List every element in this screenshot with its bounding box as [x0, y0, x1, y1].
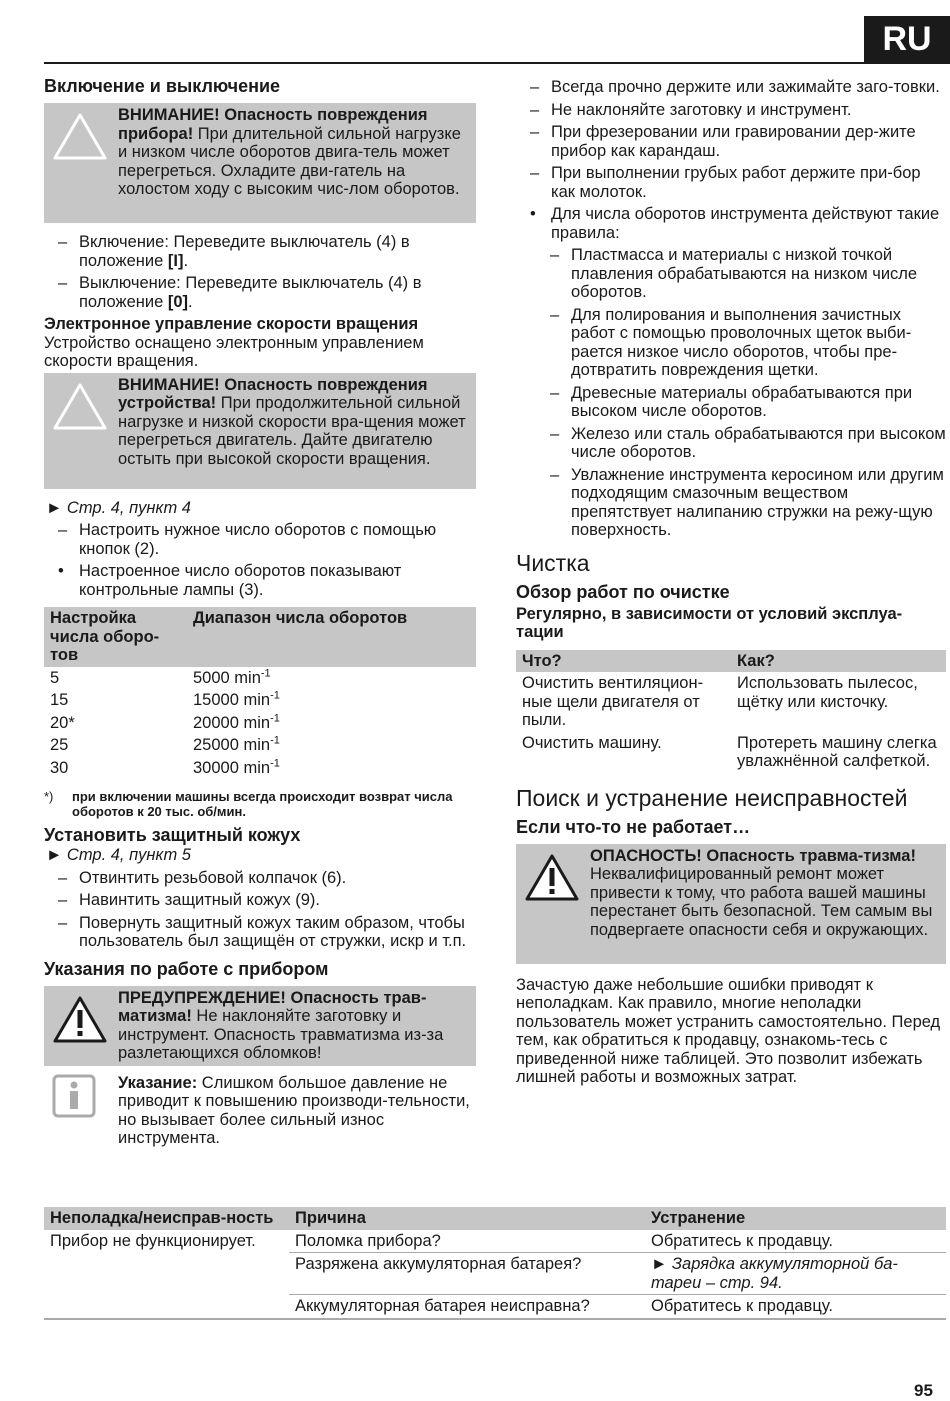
table-row: Прибор не функционирует. Поломка прибора? Обратитесь к продавцу. [44, 1230, 946, 1253]
list-item: – Включение: Переведите выключатель (4) в положение [I]. [58, 233, 410, 270]
table-row: Очистить вентиляцион-ные щели двигателя от пыли. Использовать пылесос, щётку или кисточку. [522, 674, 918, 729]
list-item: – При выполнении грубых работ держите при-бор как молоток. [530, 164, 921, 201]
sub-list-item: – Пластмасса и материалы с низкой точкой плавления обрабатываются на низком числе оборотов. [550, 246, 918, 301]
warning-outline-icon [52, 381, 108, 431]
sub-list-item: – Для полирования и выполнения зачистных работ с помощью проволочных щеток выби-рается низкое число оборотов, чтобы пре-дотвратить повреждения щетки. [550, 305, 912, 379]
list-item: – Повернуть защитный кожух таким образом, чтобы пользователь был защищён от стружки, искр и т.п. [58, 913, 467, 950]
warning-heading: ВНИМАНИЕ! Опасность повреждения устройства! [118, 375, 428, 412]
section-title-usage: Указания по работе с прибором [44, 958, 329, 979]
note-box [44, 1074, 476, 1148]
list-item: – Не наклоняйте заготовку и инструмент. [530, 100, 852, 119]
table-row: Аккумуляторная батарея неисправна? Обратитесь к продавцу. [295, 1297, 833, 1315]
warning-heading: ВНИМАНИЕ! Опасность повреждения прибора! [118, 106, 428, 143]
list-item: • Настроенное число оборотов показывают контрольные лампы (3). [58, 562, 402, 599]
subsection-title: Регулярно, в зависимости от условий эксплуа-тации [516, 604, 903, 641]
subsection-title: Если что-то не работает… [516, 816, 751, 837]
list-item: – Всегда прочно держите или зажимайте заго-товки. [530, 78, 940, 96]
paragraph: Зачастую даже небольшие ошибки приводят к неполадкам. Как правило, многие неполадки пользователь может устранить самостоятельно. Перед тем, как обратиться к продавцу, ознакомь-тесь с приведенной ниже таблицей. Это позволит избежать лишней работы и возможных затрат. [516, 975, 941, 1086]
list-item: – Настроить нужное число оборотов с помощью кнопок (2). [58, 521, 437, 558]
right-column [516, 76, 946, 1087]
reference: ► Стр. 4, пункт 5 [46, 846, 191, 864]
list-item: – Выключение: Переведите выключатель (4) в положение [0]. [58, 274, 422, 311]
subsection-title: Обзор работ по очистке [516, 581, 730, 602]
list-item: – При фрезеровании или гравировании дер-жите прибор как карандаш. [530, 123, 916, 160]
danger-box [516, 844, 946, 964]
table-row: 20* 20000 $\min^{-1}$ [50, 712, 280, 732]
language-tab: RU [864, 16, 950, 62]
table-row: 5 5000 $\min^{-1}$ [50, 667, 271, 687]
section-title-guard: Установить защитный кожух [44, 825, 301, 845]
list-item: – Навинтить защитный кожух (9). [58, 891, 321, 909]
table-row: 25 25000 $\min^{-1}$ [50, 734, 280, 754]
page-number: 95 [914, 1381, 933, 1400]
paragraph: Устройство оснащено электронным управлением скорости вращения. [44, 333, 424, 370]
info-icon [52, 1074, 96, 1118]
list-item: • Для числа оборотов инструмента действуют такие правила: [530, 205, 940, 242]
note-text: Слишком большое давление не приводит к повышению производи-тельности, но вызывает более сильный износ инструмента. [118, 1073, 470, 1147]
sub-list-item: – Железо или сталь обрабатываются при высоком числе оборотов. [550, 424, 946, 461]
warning-box-device [44, 103, 476, 223]
sub-list-item: – Древесные материалы обрабатываются при высоком числе оборотов. [550, 383, 913, 420]
table-row: Разряжена аккумуляторная батарея? ► Зарядка аккумуляторной ба-тареи – стр. 94. [44, 1253, 946, 1295]
warning-icon [524, 852, 580, 902]
section-title-speed: Электронное управление скорости вращения [44, 315, 419, 333]
warning-heading: ОПАСНОСТЬ! Опасность травма-тизма! [590, 846, 916, 865]
footnote: *) при включении машины всегда происходит возврат числа оборотов к 20 тыс. об/мин. [44, 789, 453, 819]
warning-text: Не наклоняйте заготовку и инструмент. Опасность травматизма из-за разлетающихся обломков! [118, 1007, 444, 1062]
table-row: Очистить машину. Протереть машину слегка увлажнённой салфеткой. [522, 733, 937, 770]
warning-text: При длительной сильной нагрузке и низком числе оборотов двига-тель может перегреться. Охладите дви-гатель на холостом ходу с высоким чис-лом оборотов. [118, 124, 461, 198]
sub-list-item: – Увлажнение инструмента керосином или другим подходящим смазочным веществом препятствует налипанию стружки на режу-щую поверхность. [550, 465, 944, 539]
table-row: 15 15000 $\min^{-1}$ [50, 689, 280, 709]
section-title-cleaning: Чистка [516, 549, 590, 576]
warning-heading: ПРЕДУПРЕЖДЕНИЕ! Опасность трав-матизма! [118, 988, 427, 1025]
header-rule [44, 62, 950, 64]
warning-icon [52, 994, 108, 1044]
note-heading: Указание: [118, 1073, 198, 1092]
table-row: 30 30000 $\min^{-1}$ [50, 757, 280, 777]
left-column [44, 76, 476, 1148]
cleaning-table: Что? Как? Очистить вентиляцион-ные щели двигателя от пыли. Использовать пылесос, щётку или кисточку. Очистить машину. Протереть машину слегка увлажнённой салфеткой. [516, 650, 946, 773]
speed-table: Настройка числа оборо-тов Диапазон числа оборотов 5 5000 $\min^{-1}$ 15 15000 $\min^{-1}$ 20* 20000 $\min^{-1}$ 25 25000 $\min^{-1}$ 30 30000 $\min^{-1}$ [44, 607, 476, 779]
list-item: – Отвинтить резьбовой колпачок (6). [58, 868, 347, 887]
section-title-troubleshooting: Поиск и устранение неисправностей [516, 784, 908, 811]
warning-box-injury [44, 986, 476, 1066]
section-title-switching: Включение и выключение [44, 76, 281, 96]
fault-table: Неполадка/неисправ-ность Причина Устранение Прибор не функционирует. Поломка прибора? Обратитесь к продавцу. Разряжена аккумуляторная батарея? ► Зарядка аккумуляторной ба-тареи – стр. 94. Аккумуляторная батарея неисправна? Обратитесь к продавцу. [44, 1207, 946, 1320]
reference: ► Стр. 4, пункт 4 [46, 498, 191, 517]
warning-text: Неквалифицированный ремонт может привести к тому, что работа вашей машины перестанет быть безопасной. Тем самым вы подвергаете опасности себя и окружающих. [590, 865, 933, 939]
warning-outline-icon [52, 111, 108, 161]
warning-box-overheat [44, 373, 476, 489]
warning-text: При продолжительной сильной нагрузке и низкой скорости вра-щения может перегреться двигатель. Дайте двигателю остыть при высокой скорости вращения. [118, 394, 466, 468]
